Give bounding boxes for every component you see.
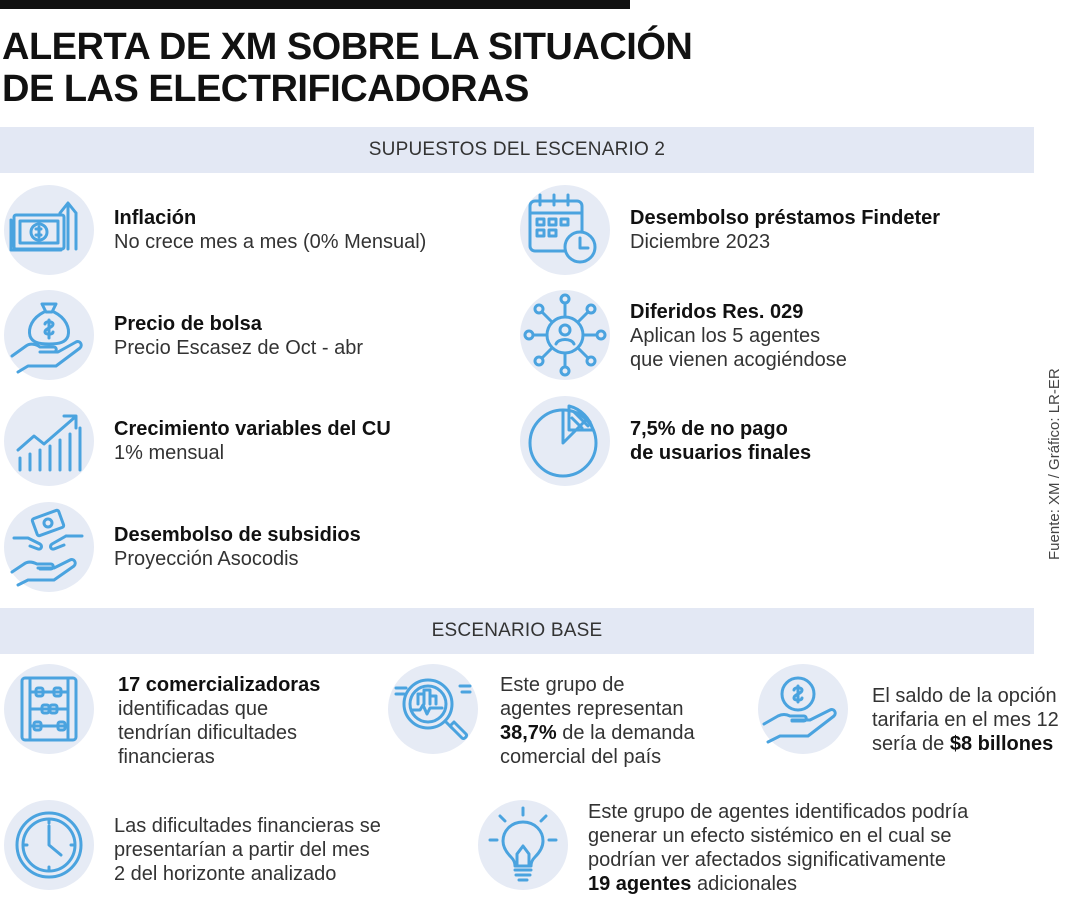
highlight-value: $8 billones [949,733,1054,755]
network-user-icon [520,290,610,380]
item-title: Diferidos Res. 029 [630,301,804,323]
item-desc: Aplican los 5 agentes [630,325,821,347]
card-line: comercial del país [500,746,662,768]
card-line: tendrían dificultades [118,722,298,744]
highlight-value: 38,7% [500,722,557,744]
item-inflacion [114,206,426,254]
item-title: Desembolso de subsidios [114,524,361,546]
base-card-dificultades [114,814,381,886]
highlight-value: 19 agentes [588,873,692,895]
highlight-value: 17 comercializadoras [118,674,321,696]
card-line: financieras [118,746,215,768]
item-crecimiento [114,417,391,465]
card-line: sería de [872,733,950,755]
card-line: de la demanda [556,722,695,744]
clock-icon [4,800,94,890]
pie-chart-icon [520,396,610,486]
item-desc: que vienen acogiéndose [630,349,847,371]
base-card-sistemico [588,800,968,896]
item-desc: Precio Escasez de Oct - abr [114,337,363,359]
item-title: Precio de bolsa [114,313,262,335]
item-desc: No crece mes a mes (0% Mensual) [114,231,427,253]
money-arrow-icon [4,185,94,275]
card-line: generar un efecto sistémico en el cual se [588,825,952,847]
base-header: ESCENARIO BASE [0,608,1034,654]
item-precio-bolsa [114,312,363,360]
magnifier-chart-icon [388,664,478,754]
item-title: 7,5% de no pago [630,418,788,440]
calendar-clock-icon [520,185,610,275]
title-line-2: DE LAS ELECTRIFICADORAS [2,68,529,110]
item-title: Inflación [114,207,197,229]
base-card-demanda [500,673,695,769]
money-bag-hand-icon [4,290,94,380]
card-line: 2 del horizonte analizado [114,863,337,885]
card-line: identificadas que [118,698,269,720]
title-line-1: ALERTA DE XM SOBRE LA SITUACIÓN [2,26,693,68]
card-line: El saldo de la opción [872,685,1057,707]
card-line: Este grupo de agentes identificados podría [588,801,969,823]
card-line: tarifaria en el mes 12 [872,709,1059,731]
item-desc: 1% mensual [114,442,225,464]
item-desc: Proyección Asocodis [114,548,299,570]
coin-hand-icon [758,664,848,754]
abacus-icon [4,664,94,754]
base-card-comercializadoras [118,673,320,769]
hands-money-icon [4,502,94,592]
item-desc: Diciembre 2023 [630,231,771,253]
item-findeter [630,206,940,254]
item-title: Crecimiento variables del CU [114,418,391,440]
item-no-pago [630,417,811,465]
card-line: agentes representan [500,698,684,720]
base-card-saldo [872,684,1059,756]
card-line: adicionales [691,873,798,895]
source-credit: Fuente: XM / Gráfico: LR-ER [1046,368,1063,560]
card-line: Las dificultades financieras se [114,815,381,837]
page-title [2,26,702,110]
item-title: Desembolso préstamos Findeter [630,207,941,229]
card-line: presentarían a partir del mes [114,839,370,861]
item-title-2: de usuarios finales [630,442,812,464]
card-line: Este grupo de [500,674,625,696]
item-diferidos [630,300,847,372]
lightbulb-icon [478,800,568,890]
scenario2-header: SUPUESTOS DEL ESCENARIO 2 [0,127,1034,173]
top-rule [0,0,630,9]
card-line: podrían ver afectados significativamente [588,849,946,871]
growth-chart-icon [4,396,94,486]
item-subsidios [114,523,361,571]
